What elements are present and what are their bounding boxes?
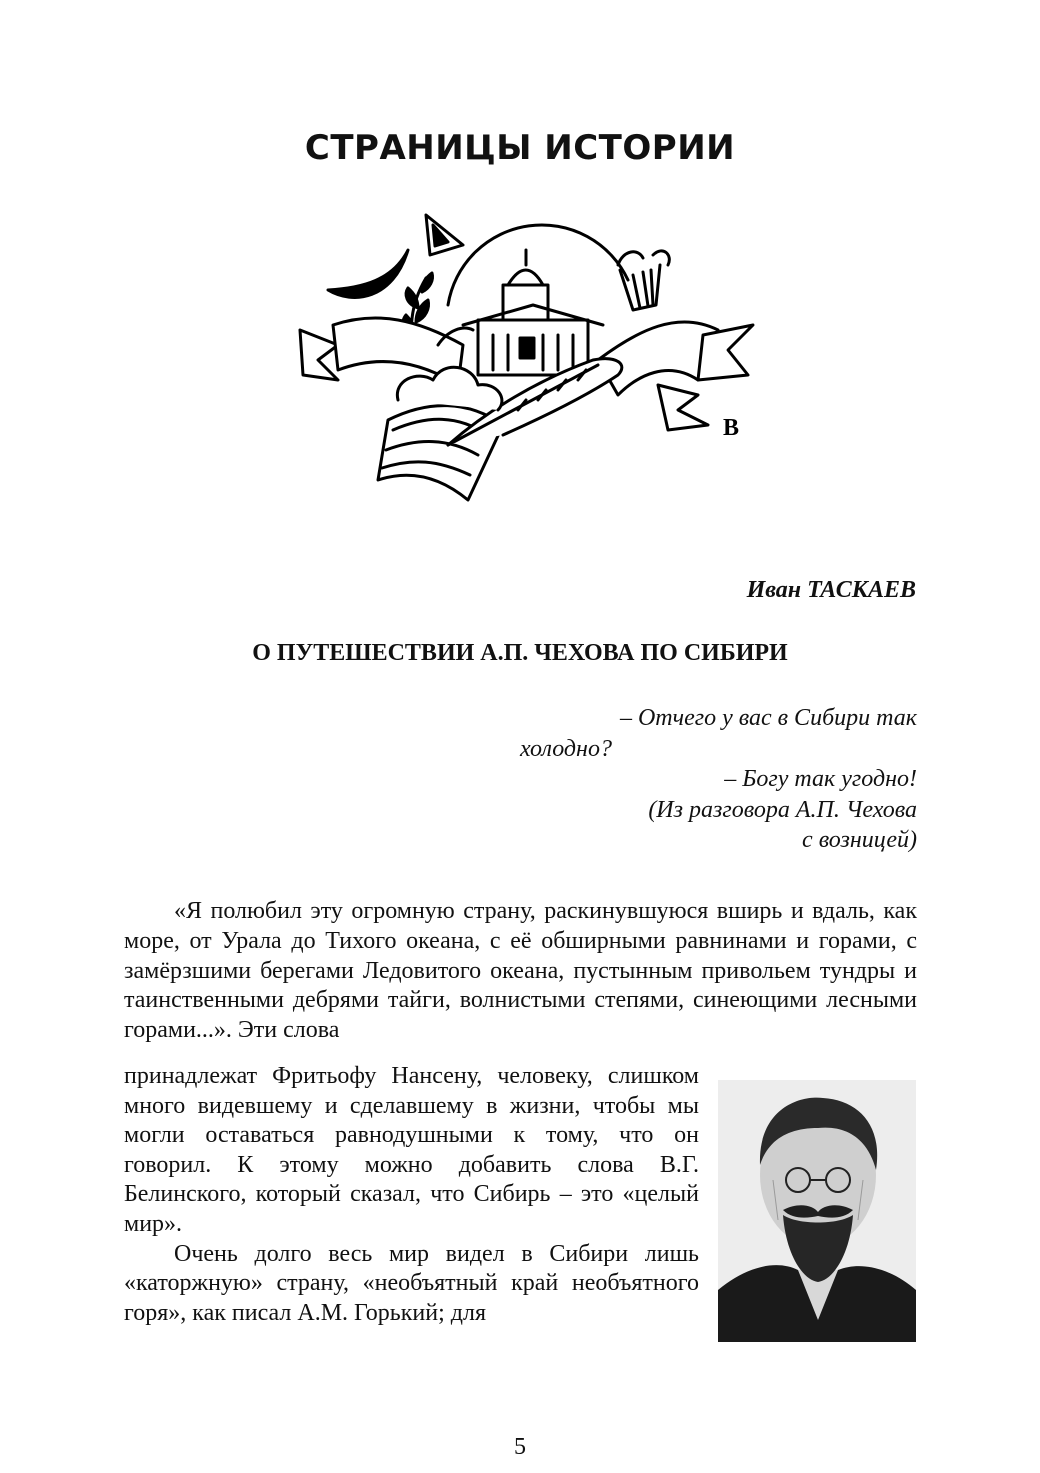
epigraph-line: холодно? xyxy=(520,735,612,762)
emblem-illustration xyxy=(298,210,758,505)
chekhov-portrait xyxy=(718,1080,916,1342)
body-paragraph-1 xyxy=(124,897,917,1046)
epigraph-line: (Из разговора А.П. Чехова xyxy=(648,796,917,823)
epigraph-line: с возницей) xyxy=(802,827,917,853)
body-paragraph-2: Очень долго весь мир видел в Сибири лишь «каторжную» страну, «необъятный край необъятного горя», как писал А.М. Горький; для xyxy=(124,1240,699,1326)
page-number: 5 xyxy=(514,1434,526,1460)
paragraph-text: «Я полюбил эту огромную страну, раскинувшуюся вширь и вдаль, как море, от Урала до Тихого океана, с её обширными равнинами и горами, с замёрзшими берегами Ледовитого океана, пустынным привольем тундры и таинственными дебрями тайги, волнистыми степями, синеющими лесными горами...». Эти слова xyxy=(124,898,917,1044)
article-title: О ПУТЕШЕСТВИИ А.П. ЧЕХОВА ПО СИБИРИ xyxy=(252,640,788,666)
body-column-narrow xyxy=(124,1062,699,1328)
paragraph-continuation: принадлежат Фритьофу Нансену, человеку, слишком много видевшему и сделавшему в жизни, чтобы мы могли оставаться равнодушными к тому, что он говорил. К этому можно добавить слова В.Г. Белинского, который сказал, что Сибирь – это «целый мир». xyxy=(124,1063,699,1237)
author-name: Иван ТАСКАЕВ xyxy=(746,577,916,603)
epigraph-line: – Богу так угодно! xyxy=(724,766,917,792)
epigraph-line: – Отчего у вас в Сибири так xyxy=(619,705,917,731)
section-title: СТРАНИЦЫ ИСТОРИИ xyxy=(304,128,736,168)
epigraph xyxy=(520,703,917,856)
monogram: В xyxy=(723,415,740,441)
